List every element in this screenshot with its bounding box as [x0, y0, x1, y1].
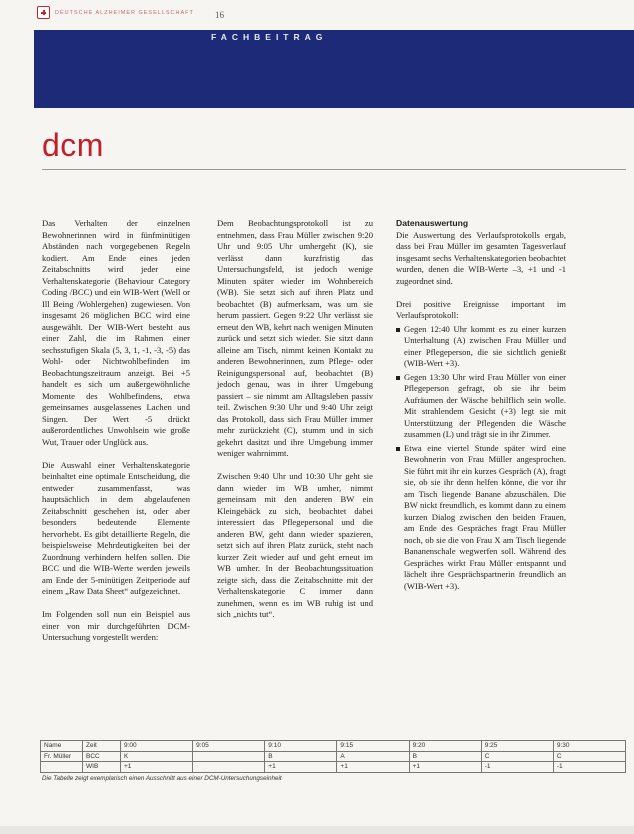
table-cell: -1 — [553, 762, 625, 773]
table-cell: 9:00 — [121, 741, 193, 752]
column-1 — [42, 218, 190, 655]
column-2 — [217, 218, 373, 632]
table-row — [41, 762, 626, 773]
table-caption: Die Tabelle zeigt exemplarisch einen Ausschnitt aus einer DCM-Untersuchungseinheit — [42, 775, 282, 782]
bottom-edge — [0, 826, 634, 834]
column-3 — [396, 218, 566, 594]
table-cell: +1 — [409, 762, 481, 773]
paragraph: Im Folgenden soll nun ein Beispiel aus einer von mir durchgeführten DCM-Untersuchung vorgestellt werden: — [42, 609, 190, 642]
table-cell: 9:25 — [481, 741, 553, 752]
header-band — [34, 30, 634, 108]
table-cell — [193, 751, 265, 762]
table-cell: Name — [41, 741, 83, 752]
table-cell: B — [409, 751, 481, 762]
section-heading: Datenauswertung — [396, 218, 469, 228]
organization-logo-icon — [37, 6, 50, 19]
table-cell: 9:10 — [265, 741, 337, 752]
table-cell — [41, 762, 83, 773]
top-strip — [0, 0, 634, 30]
table-cell: +1 — [337, 762, 409, 773]
page-number: 16 — [215, 10, 224, 20]
paragraph: Das Verhalten der einzelnen Bewohnerinnen wird in fünfminütigen Abständen nach vorgegebenen Regeln kodiert. Am Ende eines jeden Zeitabschnitts wird jeder eine Verhaltenskategorie (Behaviour Category Coding /BCC) und ein WIB-Wert (Well or Ill Being /Wohlergehen) zugewiesen. Von insgesamt 26 möglichen BCC wird eine ausgewählt. Der WIB-Wert besteht aus einer Zahl, die im Rahmen einer sechsstufigen Skala (5, 3, 1, -1, -3, -5) das Wohl- oder Nichtwohlbefinden im Beobachtungszeitraum anzeigt. Bei +5 handelt es sich um außergewöhnliche Momente des Wohlbefindens, etwa gemeinsames ausgelassenes Lachen und Singen. Der Wert -5 drückt außerordentliches Unwohlsein wie große Wut, Trauer oder Unglück aus. — [42, 218, 190, 447]
table-cell: 9:20 — [409, 741, 481, 752]
article-title: dcm — [42, 127, 104, 163]
paragraph: Drei positive Ereignisse important im Verlaufsprotokoll: — [396, 298, 566, 320]
table-cell: C — [553, 751, 625, 762]
table-cell: Fr. Müller — [41, 751, 83, 762]
table-cell: +1 — [265, 762, 337, 773]
table-cell: 9:30 — [553, 741, 625, 752]
paragraph: Die Auswertung des Verlaufsprotokolls ergab, dass bei Frau Müller im gesamten Tagesverlauf insgesamt sechs Verhaltenskategorien beobachtet wurden, denen die WIB-Werte –3, +1 und -1 zugeordnet sind. — [396, 229, 566, 286]
table-cell: A — [337, 751, 409, 762]
table-cell: +1 — [121, 762, 193, 773]
table-cell: C — [481, 751, 553, 762]
table-row — [41, 751, 626, 762]
title-divider — [42, 169, 626, 170]
table-cell: -1 — [481, 762, 553, 773]
table-cell — [193, 762, 265, 773]
table-row — [41, 741, 626, 752]
list-item: Etwa eine viertel Stunde später wird eine Bewohnerin von Frau Müller angesprochen. Sie führt mit ihr ein kurzes Gespräch (A), fragt sie, ob sie ihr denn helfen könne, die vor ihr am Tisch liegende Banane abzuschälen. Die BW nickt freundlich, es kommt dann zu einem kurzen Dialog zwischen den beiden Frauen, am Ende des Gespräches fragt Frau Müller noch, ob sie die von Frau X am Tisch liegende Bananenschale wegwerfen soll. Während des Gespräches wirkt Frau Müller entspannt und lächelt ihre Gesprächspartnerin freundlich an (WIB-Wert +3). — [396, 443, 566, 593]
paragraph: Zwischen 9:40 Uhr und 10:30 Uhr geht sie dann wieder im WB umher, nimmt gemeinsam mit den anderen BW ein Kleingebäck zu sich, beobachtet dabei interessiert das Pflegepersonal und die anderen BW, geht dann wieder spazieren, setzt sich auf ihren Platz zurück, steht nach kurzer Zeit wieder auf und geht erneut im WB umher. In der Beobachtungssituation zeigte sich, dass die Zeitabschnitte mit der Verhaltenskategorie C immer dann zunehmen, wenn es im WB ruhig ist und sich „nichts tut“. — [217, 471, 373, 619]
table-cell: Zeit — [83, 741, 121, 752]
paragraph: Dem Beobachtungsprotokoll ist zu entnehmen, dass Frau Müller zwischen 9:20 Uhr und 9:05 Uhr umhergeht (K), sie verlässt dann kurzfristig das Untersuchungsfeld, ist jedoch wenige Minuten später wieder im Wohnbereich (WB). Sie setzt sich auf ihren Platz und beobachtet (B) aufmerksam, was um sie herum passiert. Gegen 9:22 Uhr verlässt sie erneut den WB, kehrt nach wenigen Minuten zurück und setzt sich wieder. Sie sitzt dann alleine am Tisch, nimmt keinen Kontakt zu anderen Bewohnerinnen, zum Pflege- oder Reinigungspersonal auf, beobachtet (B) jedoch genau, was in ihrer Umgebung passiert – sie nimmt am Alltagsleben passiv teil. Zwischen 9:30 Uhr und 9:40 Uhr zeigt das Protokoll, dass sich Frau Müller immer mehr zurückzieht (C), stumm und in sich gekehrt dasitzt und ihre Umgebung immer weniger wahrnimmt. — [217, 218, 373, 458]
organization-name: DEUTSCHE ALZHEIMER GESELLSCHAFT — [55, 10, 194, 16]
table-cell: 9:15 — [337, 741, 409, 752]
table-cell: K — [121, 751, 193, 762]
section-label: FACHBEITRAG — [211, 32, 328, 42]
bullet-list — [396, 324, 566, 593]
table-cell: B — [265, 751, 337, 762]
paragraph: Die Auswahl einer Verhaltenskategorie beinhaltet eine optimale Entscheidung, die entweder zusammenfasst, was hauptsächlich in dem abgelaufenen Zeitabschnitt geschehen ist, oder aber besonders bedeutende Elemente hervorhebt. Es gibt detaillierte Regeln, die beispielsweise Mehrdeutigkeiten bei der Zuordnung verhindern helfen sollen. Die BCC und die WIB-Werte werden jeweils am Ende der 5-minütigen Zeitperiode auf einem „Raw Data Sheet“ aufgezeichnet. — [42, 459, 190, 596]
table-cell: BCC — [83, 751, 121, 762]
list-item: Gegen 13:30 Uhr wird Frau Müller von einer Pflegeperson gefragt, ob sie ihr beim Aufräumen der Wäsche behilflich sein wolle. Mit strahlendem Gesicht (+3) legt sie mit Unterstützung der Pflegenden die Wäsche zusammen (L) und trägt sie in ihr Zimmer. — [396, 372, 566, 441]
dcm-observation-table — [40, 740, 626, 773]
table-cell: 9:05 — [193, 741, 265, 752]
list-item: Gegen 12:40 Uhr kommt es zu einer kurzen Unterhaltung (A) zwischen Frau Müller und einer Pflegeperson, die sie sichtlich genießt (WIB-Wert +3). — [396, 324, 566, 370]
table-cell: WIB — [83, 762, 121, 773]
